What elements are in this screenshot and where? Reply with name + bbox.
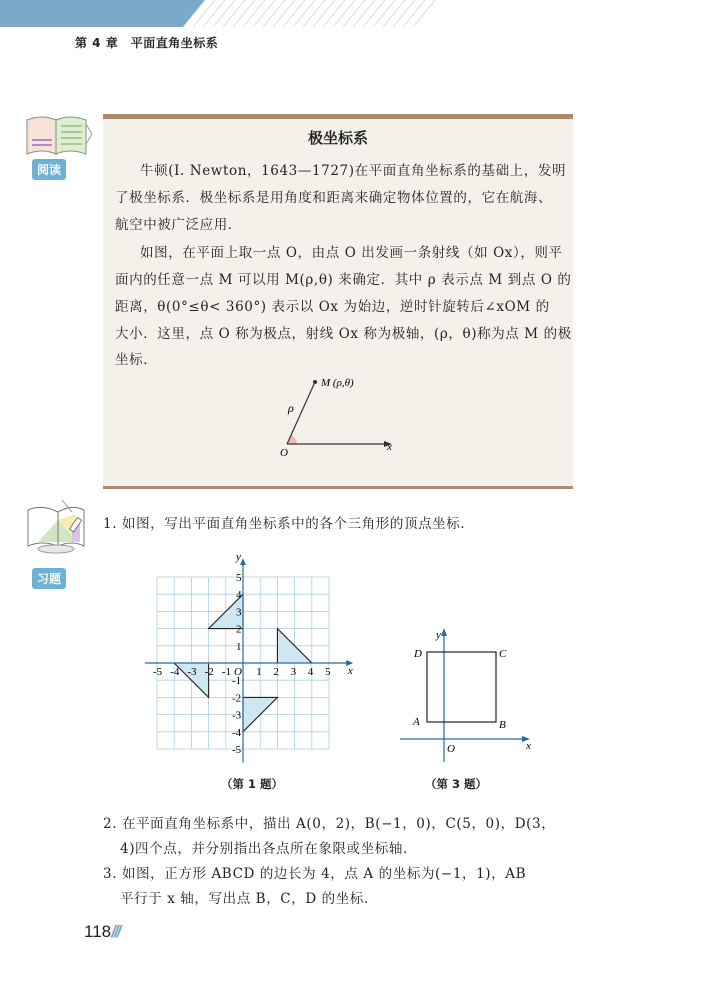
- reading-tag: 阅读: [32, 159, 66, 180]
- question-3-line: 3. 如图，正方形 ABCD 的边长为 4，点 A 的坐标为(−1，1)，AB: [103, 866, 527, 882]
- label-a: A: [413, 716, 420, 728]
- y-tick-label: 2: [236, 623, 242, 636]
- x-tick-label: 1: [256, 666, 262, 678]
- figure-3-caption: （第 3 题）: [425, 777, 488, 791]
- reading-title: 极坐标系: [307, 129, 368, 147]
- figure-3-square: [390, 620, 540, 770]
- y-axis-arrow: [240, 558, 246, 565]
- label-c: C: [499, 648, 507, 660]
- page-number: [84, 922, 119, 942]
- x-tick-label: 3: [290, 666, 297, 678]
- x-tick-label: -5: [153, 666, 163, 678]
- rho-label: ρ: [288, 401, 294, 415]
- origin-label: O: [234, 666, 242, 678]
- y-axis-label: y: [236, 550, 241, 563]
- x-label: x: [387, 441, 392, 453]
- reading-line: 大小．这里，点 O 称为极点，射线 Ox 称为极轴，(ρ，θ)称为点 M 的极: [115, 326, 572, 342]
- x-axis-label: x: [347, 665, 353, 677]
- y-tick-label: -4: [232, 726, 242, 739]
- question-1: 1. 如图，写出平面直角坐标系中的各个三角形的顶点坐标．: [103, 516, 475, 532]
- reading-line: 牛顿(I. Newton，1643—1727)在平面直角坐标系的基础上，发明: [140, 163, 567, 179]
- question-2-line: 4)四个点，并分别指出各点所在象限或坐标轴．: [120, 841, 418, 857]
- y-tick-label: 3: [236, 606, 242, 619]
- x-tick-label: -2: [204, 666, 214, 678]
- page-number-text: 118: [84, 922, 112, 941]
- figure-1-caption: （第 1 题）: [221, 777, 284, 791]
- question-3-line: 平行于 x 轴，写出点 B，C，D 的坐标．: [120, 891, 379, 907]
- y-tick-label: 1: [236, 640, 242, 653]
- label-y: y: [436, 629, 441, 641]
- question-2-line: 2. 在平面直角坐标系中，描出 A(0，2)，B(−1，0)，C(5，0)，D(3，: [103, 816, 556, 832]
- y-tick-label: -1: [232, 675, 242, 688]
- label-o: O: [447, 743, 455, 755]
- y-tick-label: -5: [232, 744, 242, 756]
- o-label: O: [280, 447, 288, 459]
- x-tick-label: -4: [170, 666, 180, 678]
- label-b: B: [499, 719, 506, 731]
- m-label: M (ρ,θ): [321, 377, 354, 389]
- reading-line: 坐标．: [115, 352, 158, 368]
- y-tick-label: -2: [232, 692, 242, 705]
- reading-line: 距离，θ(0°≤θ< 360°) 表示以 Ox 为始边，逆时针旋转后∠xOM 的: [115, 299, 550, 315]
- x-tick-label: -1: [221, 666, 231, 678]
- reading-line: 了极坐标系．极坐标系是用角度和距离来确定物体位置的，它在航海、: [115, 190, 553, 206]
- x-tick-label: 4: [307, 666, 314, 678]
- reading-line: 航空中被广泛应用．: [115, 217, 242, 233]
- y-tick-label: 4: [236, 589, 242, 602]
- y-tick-label: 5: [236, 572, 242, 584]
- page-slashes-decoration: ///: [111, 922, 120, 941]
- x-tick-label: 5: [325, 666, 331, 678]
- x-tick-label: 2: [273, 666, 279, 678]
- chapter-header: 第 4 章 平面直角坐标系: [75, 36, 219, 50]
- exercise-tag: 习题: [32, 568, 66, 589]
- label-d: D: [414, 648, 422, 660]
- y-tick-label: -3: [232, 709, 242, 722]
- reading-line: 面内的任意一点 M 可以用 M(ρ,θ) 来确定．其中 ρ 表示点 M 到点 O 的: [115, 272, 572, 288]
- x-tick-label: -3: [187, 666, 197, 678]
- label-x: x: [526, 740, 531, 752]
- reading-line: 如图，在平面上取一点 O，由点 O 出发画一条射线（如 Ox），则平: [140, 245, 563, 261]
